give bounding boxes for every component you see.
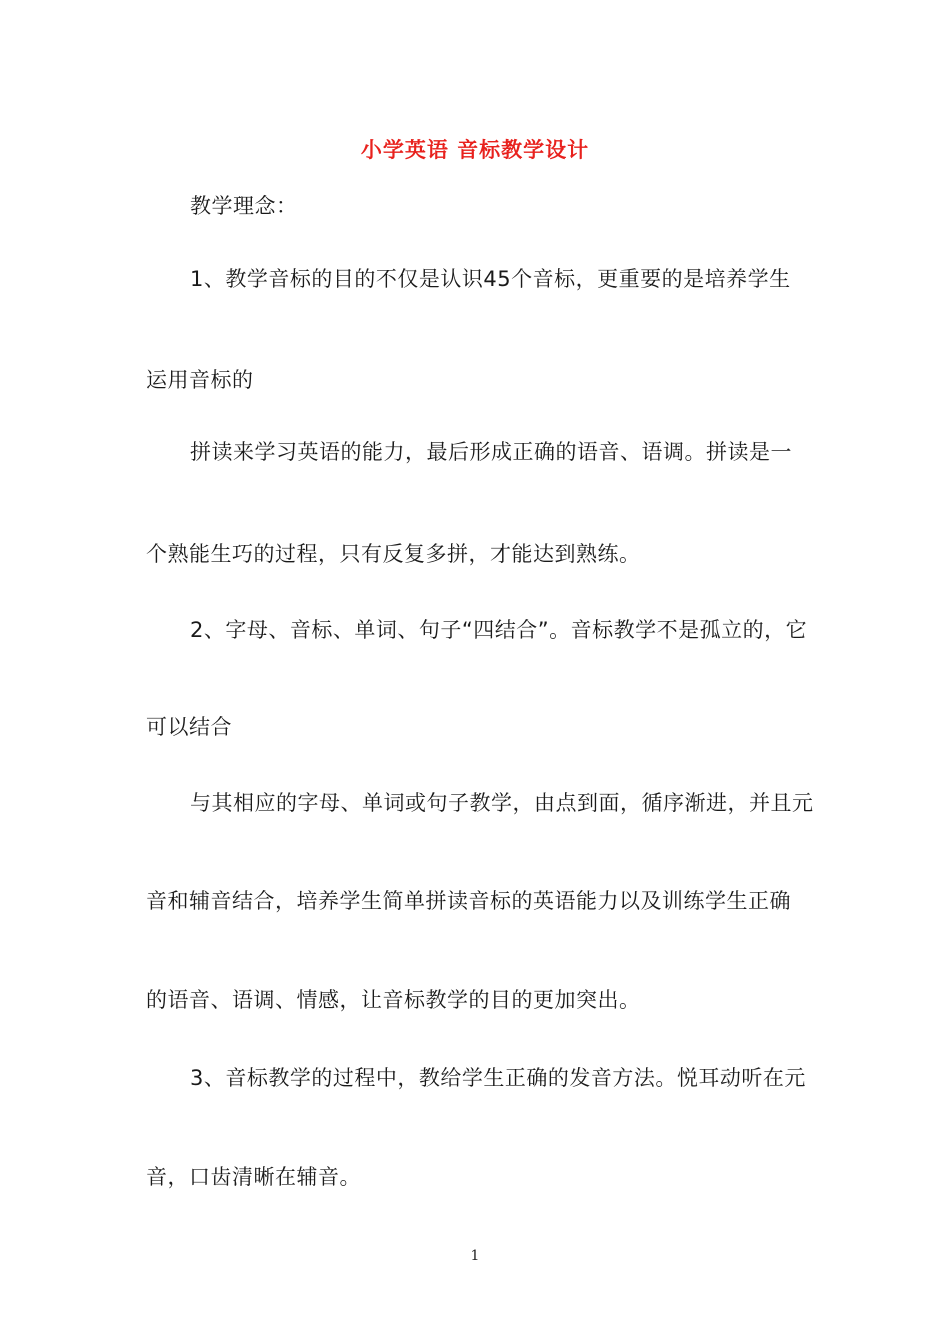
paragraph-line: 拼读来学习英语的能力，最后形成正确的语音、语调。拼读是一: [190, 440, 792, 464]
paragraph-line: 可以结合: [146, 715, 232, 739]
document-title: 小学英语 音标教学设计: [360, 138, 590, 162]
paragraph-line: 运用音标的: [146, 368, 254, 392]
paragraph-line: 音和辅音结合，培养学生简单拼读音标的英语能力以及训练学生正确: [146, 889, 791, 913]
page-number: 1: [470, 1248, 480, 1264]
paragraph-line: 2、字母、音标、单词、句子“四结合”。音标教学不是孤立的，它: [190, 618, 808, 642]
paragraph-line: 的语音、语调、情感，让音标教学的目的更加突出。: [146, 988, 641, 1012]
paragraph-line: 3、音标教学的过程中，教给学生正确的发音方法。悦耳动听在元: [190, 1066, 806, 1090]
paragraph-line: 个熟能生巧的过程，只有反复多拼，才能达到熟练。: [146, 542, 641, 566]
paragraph-line: 1、教学音标的目的不仅是认识45个音标，更重要的是培养学生: [190, 267, 791, 291]
paragraph-line: 教学理念：: [190, 194, 298, 218]
paragraph-line: 音，口齿清晰在辅音。: [146, 1165, 361, 1189]
paragraph-line: 与其相应的字母、单词或句子教学，由点到面，循序渐进，并且元: [190, 791, 814, 815]
